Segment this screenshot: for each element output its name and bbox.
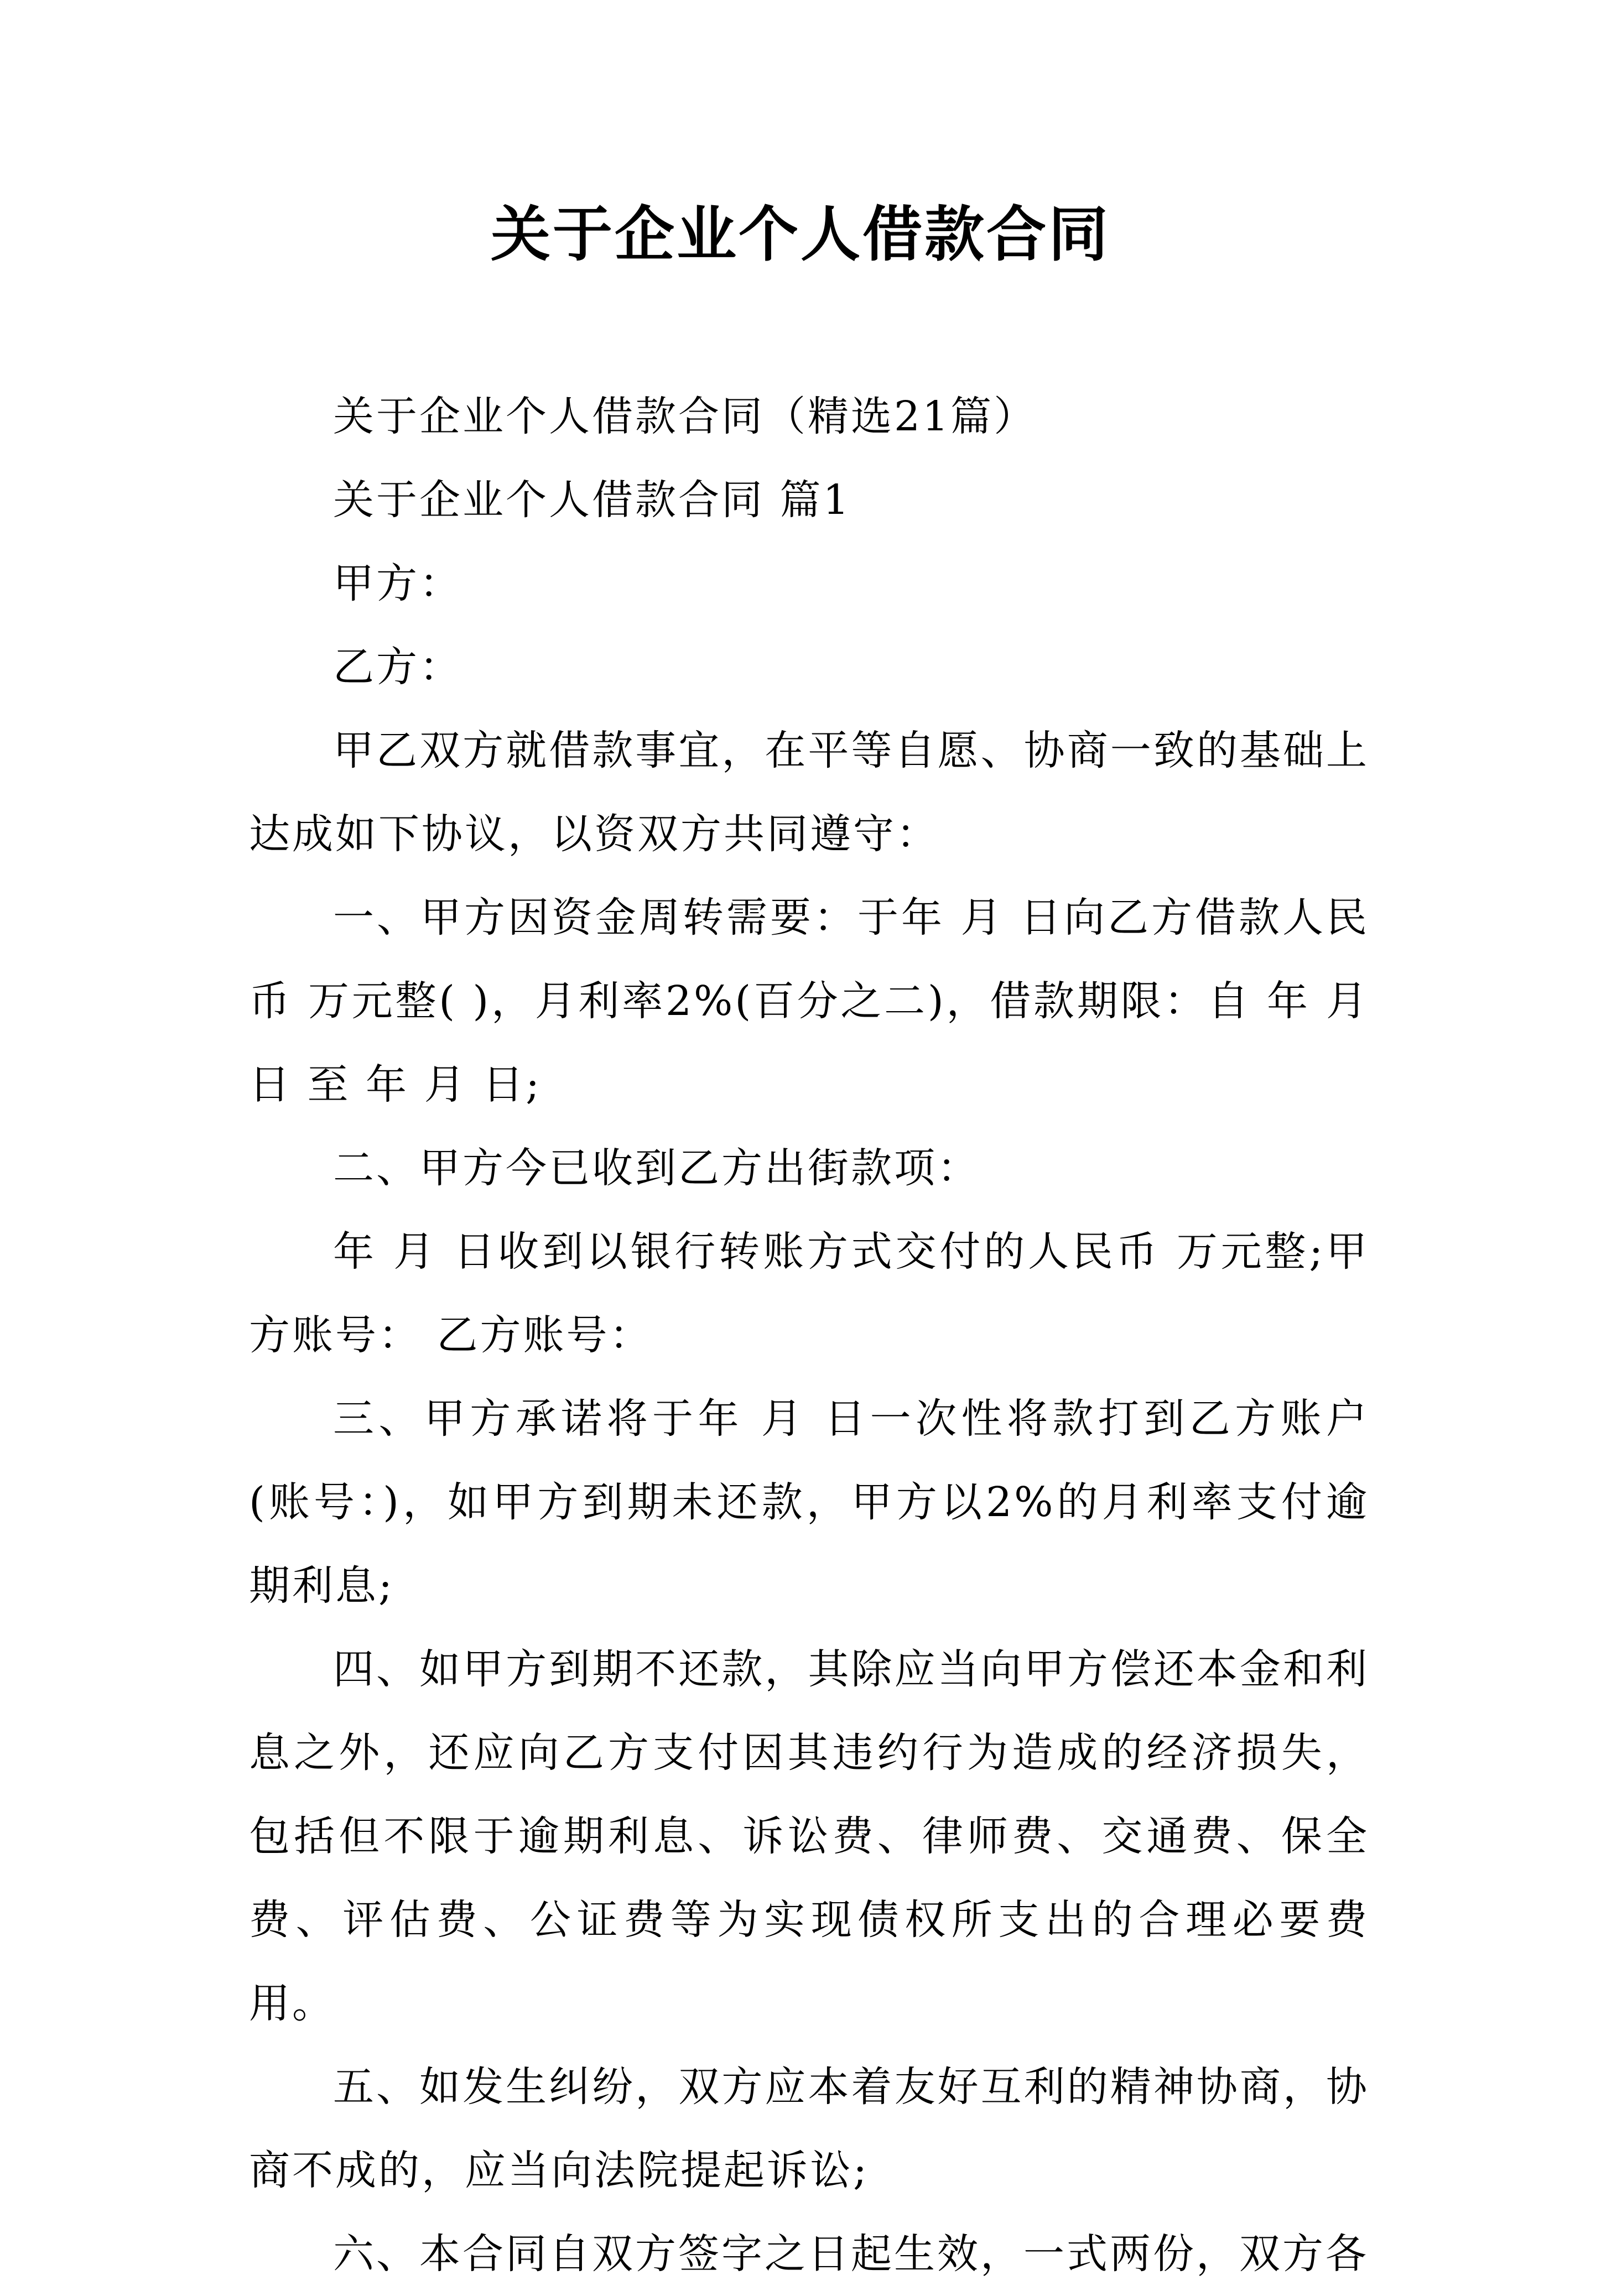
subtitle-paragraph: 关于企业个人借款合同（精选21篇）	[333, 393, 1037, 440]
document-title: 关于企业个人借款合同	[490, 200, 1110, 269]
agreement-intro-paragraph: 甲乙双方就借款事宜，在平等自愿、协商一致的基础上达成如下协议，以资双方共同遵守：	[249, 727, 1369, 858]
clause-1-paragraph: 一、甲方因资金周转需要：于年 月 日向乙方借款人民币 万元整( )，月利率2%(百分之二)，借款期限：自 年 月 日 至 年 月 日;	[249, 894, 1369, 1108]
clause-6-paragraph: 六、本合同自双方签字之日起生效，一式两份，双方各	[333, 2230, 1369, 2278]
section-heading-paragraph: 关于企业个人借款合同 篇1	[333, 476, 851, 524]
clause-2-detail-paragraph: 年 月 日收到以银行转账方式交付的人民币 万元整;甲方账号： 乙方账号：	[249, 1228, 1369, 1359]
party-a-paragraph: 甲方：	[333, 560, 462, 607]
clause-5-paragraph: 五、如发生纠纷，双方应本着友好互利的精神协商，协商不成的，应当向法院提起诉讼;	[249, 2063, 1369, 2194]
clause-3-paragraph: 三、甲方承诺将于年 月 日一次性将款打到乙方账户(账号：)，如甲方到期未还款，甲方以2%的月利率支付逾期利息;	[249, 1395, 1369, 1610]
party-b-paragraph: 乙方：	[333, 643, 462, 691]
clause-4-paragraph: 四、如甲方到期不还款，其除应当向甲方偿还本金和利息之外，还应向乙方支付因其违约行为造成的经济损失，包括但不限于逾期利息、诉讼费、律师费、交通费、保全费、评估费、公证费等为实现债权所支出的合理必要费用。	[249, 1646, 1369, 2027]
document-body	[249, 375, 1369, 2296]
clause-2-paragraph: 二、甲方今已收到乙方出街款项：	[333, 1144, 980, 1192]
